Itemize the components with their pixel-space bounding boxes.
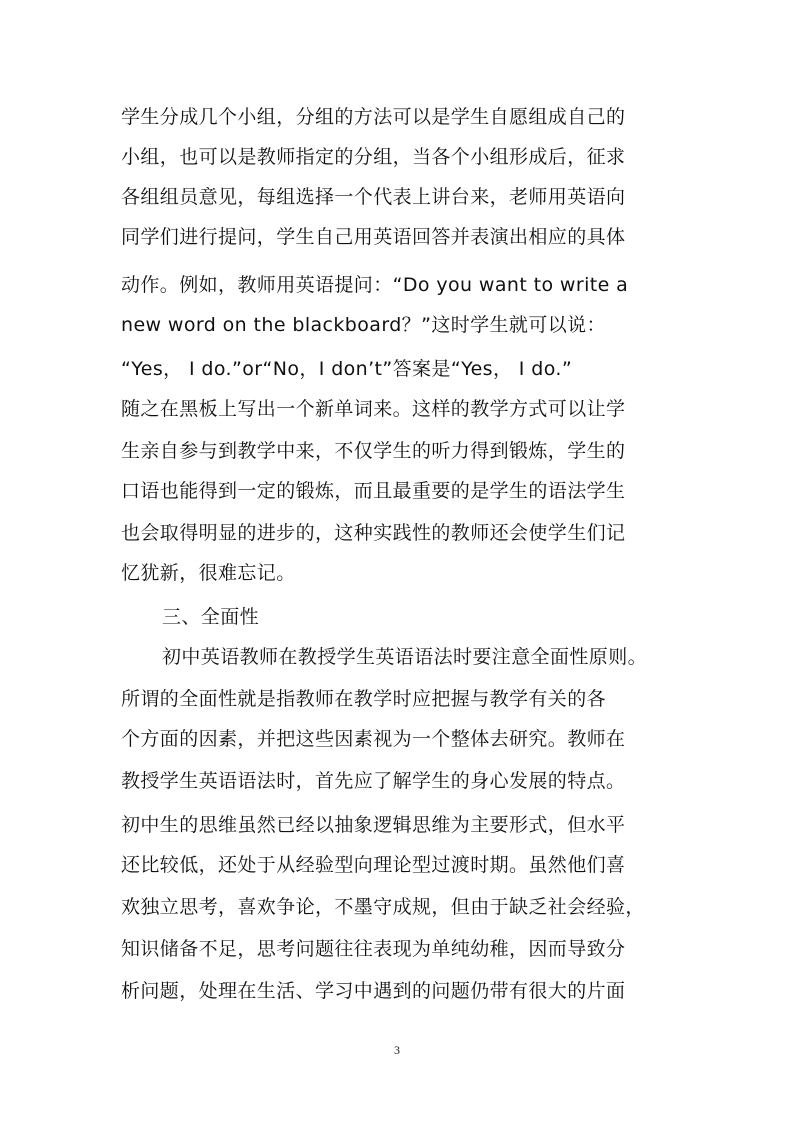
body-text-line: 也会取得明显的进步的，这种实践性的教师还会使学生们记 [121,522,626,544]
body-text-line: 析问题，处理在生活、学习中遇到的问题仍带有很大的片面 [121,980,626,1002]
body-text-line: 小组，也可以是教师指定的分组，当各个小组形成后，征求 [121,146,626,168]
body-text-line: 生亲自参与到教学中来，不仅学生的听力得到锻炼，学生的 [121,440,626,462]
body-text-line: 学生分成几个小组，分组的方法可以是学生自愿组成自己的 [121,106,626,128]
body-text-line: 还比较低，还处于从经验型向理论型过渡时期。虽然他们喜 [121,854,626,876]
body-text-line: 口语也能得到一定的锻炼，而且最重要的是学生的语法学生 [121,480,626,502]
section-heading: 三、全面性 [162,606,260,628]
body-text-line: 各组组员意见，每组选择一个代表上讲台来，老师用英语向 [121,186,626,208]
body-text-line: 同学们进行提问，学生自己用英语回答并表演出相应的具体 [121,226,626,248]
body-text-line: 动作。例如，教师用英语提问：“Do you want to write a [121,274,629,296]
body-text-line: “Yes， I do.”or“No，I don’t”答案是“Yes， I do.” [121,358,573,380]
body-text-line: 知识储备不足，思考问题往往表现为单纯幼稚，因而导致分 [121,938,626,960]
body-text-line: 初中生的思维虽然已经以抽象逻辑思维为主要形式，但水平 [121,814,626,836]
body-text-line: 欢独立思考，喜欢争论，不墨守成规，但由于缺乏社会经验， [121,896,645,918]
body-text-line: 忆犹新，很难忘记。 [121,562,296,584]
body-text-line: 随之在黑板上写出一个新单词来。这样的教学方式可以让学 [121,398,626,420]
body-text-line: 教授学生英语语法时，首先应了解学生的身心发展的特点。 [121,770,626,792]
body-text-line: 个方面的因素，并把这些因素视为一个整体去研究。教师在 [121,728,626,750]
body-text-line: 所谓的全面性就是指教师在教学时应把握与教学有关的各 [121,688,607,710]
page-number: 3 [394,1043,400,1057]
body-text-line: 初中英语教师在教授学生英语语法时要注意全面性原则。 [162,646,648,668]
body-text-line: new word on the blackboard？”这时学生就可以说： [121,314,606,336]
